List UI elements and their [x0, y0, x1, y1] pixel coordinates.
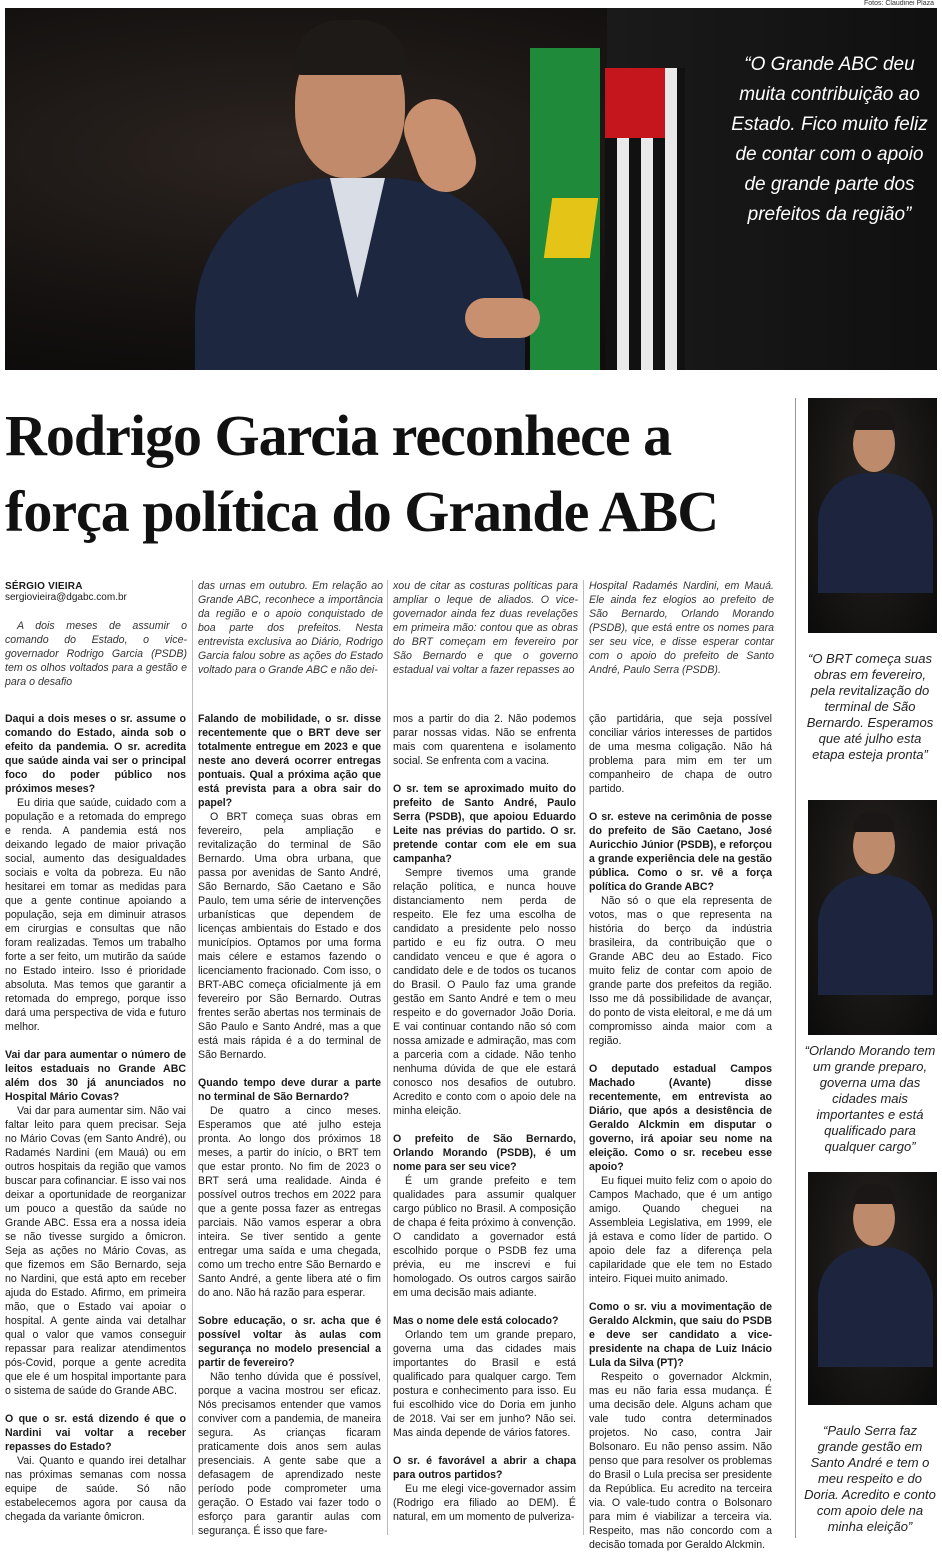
lead-col-3: xou de citar as costuras políticas para ampliar o leque de aliados. O vice-governador ainda fez duas revelações em primeira mão: contou que as obras do BRT começam em fevereiro por São Bernardo e que o governo estadual vai voltar a fazer repasses ao: [393, 580, 578, 676]
interview-answer: Respeito o governador Alckmin, mas eu não faria essa mudança. É uma decisão dele. Alguns acham que vale tudo contra determinados projetos. No caso, contra Jair Bolsonaro. Eu não penso assim. Não penso que para resolver os problemas do Brasil o Lula precisa ser presidente da República. Eu acredito na terceira via. O vale-tudo contra o Bolsonaro para mim é viabilizar a terceira via. Respeito, mas não concordo com a decisão tomada por Geraldo Alckmin.: [589, 1371, 772, 1551]
interview-question: O sr. é favorável a abrir a chapa para outros partidos?: [393, 1455, 576, 1481]
paragraph-spacer: [5, 1034, 186, 1048]
interview-question: O sr. tem se aproximado muito do prefeito de Santo André, Paulo Serra (PSDB), que apoiou Eduardo Leite nas prévias do partido. O sr. pretende contar com ele em sua campanha?: [393, 783, 576, 865]
paragraph-spacer: [393, 1440, 576, 1454]
byline: [5, 581, 127, 603]
sidebar-photo-1: [808, 398, 937, 633]
column-divider: [192, 580, 193, 1535]
paragraph-spacer: [589, 1048, 772, 1062]
paragraph-spacer: [198, 1062, 381, 1076]
interview-answer: Não tenho dúvida que é possível, porque a vacina mostrou ser eficaz. Nós precisamos entender que vamos conviver com a pandemia, de maneira segura. As crianças ficaram praticamente dois anos sem aulas presenciais. A gente sabe que a defasagem de aprendizado neste período pode comprometer uma geração. O Estado vai fazer todo o esforço para garantir aulas com segurança. É isso que fare-: [198, 1371, 381, 1537]
interview-answer: ção partidária, que seja possível conciliar vários interesses de partidos de uma mesma coligação. Não há problema para mim em ter um companheiro de chapa de outro partido.: [589, 713, 772, 795]
paragraph-spacer: [393, 1300, 576, 1314]
brazil-flag-icon: [530, 48, 600, 370]
sidebar-quote-1: “O BRT começa suas obras em fevereiro, pela revitalização do terminal de São Bernardo. Esperamos que até julho esta etapa esteja pronta”: [806, 651, 934, 762]
photo-credit: Fotos: Claudinei Plaza: [863, 0, 934, 7]
hero-person: [195, 8, 525, 370]
sao-paulo-flag-icon: [605, 68, 685, 370]
column-divider: [387, 580, 388, 1535]
byline-author: SÉRGIO VIEIRA: [5, 581, 83, 592]
interview-answer: mos a partir do dia 2. Não podemos parar nossas vidas. Não se enfrenta mais com quarentena e isolamento social. Se enfrenta com a vacina.: [393, 713, 576, 767]
body-column-4: [589, 712, 772, 1552]
body-column-1: [5, 712, 186, 1524]
interview-answer: Eu me elegi vice-governador assim (Rodrigo era filiado ao DEM). É natural, em um momento de pulveriza-: [393, 1483, 576, 1523]
interview-answer: O BRT começa suas obras em fevereiro, pela ampliação e revitalização do terminal de São Bernardo. Uma obra urbana, que passa por avenidas de Santo André, São Bernardo, São Caetano e São Paulo, tem uma série de intervenções urbanísticas que dependem de licenças ambientais do Estado e dos municípios. Optamos por uma forma mais célere e estamos fazendo o licenciamento fracionado. Com isso, o BRT-ABC começa oficialmente já em fevereiro por São Bernardo. Outras frentes serão abertas nos terminais de São Paulo e Santo André, mas a que está mais rápida é a do terminal de São Bernardo.: [198, 811, 381, 1061]
body-column-3: [393, 712, 576, 1524]
headline: Rodrigo Garcia reconhece a força política do Grande ABC: [5, 403, 719, 544]
interview-question: Falando de mobilidade, o sr. disse recentemente que o BRT deve ser totalmente entregue em 2023 e que neste ano deverá ocorrer entregas pontuais. Qual a próxima ação que está prevista para a obra sair do papel?: [198, 713, 381, 809]
paragraph-spacer: [393, 768, 576, 782]
lead-col-4: Hospital Radamés Nardini, em Mauá. Ele ainda fez elogios ao prefeito de São Bernardo, Orlando Morando (PSDB), que está entre os nomes para ser seu vice, e disse esperar contar com o apoio do prefeito de Santo André, Paulo Serra (PSDB).: [589, 580, 774, 676]
paragraph-spacer: [589, 1286, 772, 1300]
sidebar-quote-2: “Orlando Morando tem um grande preparo, governa uma das cidades mais importantes e está qualificado para qualquer cargo”: [804, 1043, 936, 1154]
paragraph-spacer: [589, 796, 772, 810]
column-divider: [583, 580, 584, 1535]
interview-answer: De quatro a cinco meses. Esperamos que até julho esteja pronta. Ao longo dos próximos 18 meses, a partir do início, o BRT tem que estar pronto. No fim de 2023 o BRT será uma realidade. Ainda é possível outros trechos em 2022 para que a gente possa fazer as entregas parciais. Não vamos esperar a obra inteira. Se tiver sentido a gente entregar uma saída e uma chegada, como um trecho entre São Bernardo e Santo André, a gente libera até o fim do ano. Não há razão para esperar.: [198, 1105, 381, 1299]
interview-answer: Eu fiquei muito feliz com o apoio do Campos Machado, que é um antigo amigo. Quando cheguei na Assembleia Legislativa, em 1999, ele já estava e como líder de partido. O apoio dele faz a diferença pela capilaridade que ele tem no Estado inteiro. Fiquei muito animado.: [589, 1175, 772, 1285]
byline-email: sergiovieira@dgabc.com.br: [5, 592, 127, 603]
interview-question: Vai dar para aumentar o número de leitos estaduais no Grande ABC além dos 30 já anunciados no Hospital Mário Covas?: [5, 1049, 186, 1103]
sidebar-quote-3: “Paulo Serra faz grande gestão em Santo André e tem o meu respeito e do Doria. Acredito e conto com apoio dele na minha eleição”: [804, 1423, 936, 1534]
interview-question: O que o sr. está dizendo é que o Nardini vai voltar a receber repasses do Estado?: [5, 1413, 186, 1453]
interview-question: O deputado estadual Campos Machado (Avante) disse recentemente, em entrevista ao Diário, que após a desistência de Geraldo Alckmin em disputar o governo, irá apoiar seu nome na eleição. Como o sr. recebeu esse apoio?: [589, 1063, 772, 1173]
hero-pull-quote: “O Grande ABC deu muita contribuição ao Estado. Fico muito feliz de contar com o apoio de grande parte dos prefeitos da região”: [731, 54, 928, 225]
interview-question: Daqui a dois meses o sr. assume o comando do Estado, ainda sob o efeito da pandemia. O sr. acredita que saúde ainda vai ser o principal foco do poder público nos próximos meses?: [5, 713, 186, 795]
interview-question: Mas o nome dele está colocado?: [393, 1315, 559, 1327]
lead-col-2: das urnas em outubro. Em relação ao Grande ABC, reconhece a importância da região e o apoio conquistado de boa parte dos prefeitos. Nesta entrevista exclusiva ao Diário, Rodrigo Garcia falou sobre as ações do Estado voltado para o Grande ABC e não dei-: [198, 580, 383, 676]
interview-answer: Vai dar para aumentar sim. Não vai faltar leito para quem precisar. Seja no Mário Covas (em Santo André), ou Radamés Nardini (em Mauá) ou em outros hospitais da região que vamos buscar para cofinanciar. E isso vai nos deixar a oportunidade de reorganizar um pouco a questão da saúde no Grande ABC. Essa era a nossa ideia se não tivesse surgido a ômicron. Seja as ações no Mário Covas, as que fizemos em São Bernardo, seja no Nardini, que está apto em receber ajuda do Estado. Afirmo, em primeira mão, que o Estado vai apoiar o hospital. A gente ainda vai detalhar qual o valor que vamos conseguir repassar para realizar atendimentos pós-Covid, porque a gente acredita que ele é um hospital importante para o sistema de saúde do Grande ABC.: [5, 1105, 186, 1397]
interview-answer: É um grande prefeito e tem qualidades para assumir qualquer cargo público no Brasil. A composição de chapa é feita próximo à convenção. O candidato a governador está escolhido porque o PSDB fez uma prévia, eu me inscrevi e fui homologado. Os outros cargos sairão em uma decisão mais adiante.: [393, 1175, 576, 1299]
paragraph-spacer: [393, 1118, 576, 1132]
interview-answer: Não só o que ela representa de votos, mas o que representa na história do berço da indústria brasileira, da contribuição que o Grande ABC deu ao Estado. Fico muito feliz de contar com apoio de grande parte dos prefeitos da região. Isso me dá possibilidade de avançar, do ponto de vista eleitoral, e me dá um compromisso ainda maior com a região.: [589, 895, 772, 1047]
interview-question: O sr. esteve na cerimônia de posse do prefeito de São Caetano, José Auricchio Júnior (PSDB), e reforçou a grande experiência dele na gestão pública. Como o sr. vê a força política do Grande ABC?: [589, 811, 772, 893]
interview-answer: Vai. Quanto e quando irei detalhar nas próximas semanas com nossa equipe de saúde. Só não estabelecemos agora por causa da chegada da variante ômicron.: [5, 1455, 186, 1523]
interview-question: Como o sr. viu a movimentação de Geraldo Alckmin, que saiu do PSDB e deve ser candidato a vice-presidente na chapa de Luiz Inácio Lula da Silva (PT)?: [589, 1301, 772, 1369]
body-column-2: [198, 712, 381, 1538]
interview-question: O prefeito de São Bernardo, Orlando Morando (PSDB), é um nome para ser seu vice?: [393, 1133, 576, 1173]
interview-question: Sobre educação, o sr. acha que é possível voltar às aulas com segurança no modelo presencial a partir de fevereiro?: [198, 1315, 381, 1369]
paragraph-spacer: [198, 1300, 381, 1314]
interview-answer: Eu diria que saúde, cuidado com a população e a retomada do emprego e renda. A pandemia está nos deixando legado de maior privação social, aumento das desigualdades sociais e volta da pobreza. Eu não hesitarei em tomar as medidas para que a gente continue apoiando a população, seja em diminuir atrasos em cirurgias e consultas que não foram realizadas. Temos um trabalho forte a ser feito, um mutirão da saúde no Estado inteiro. Isso é prioridade absoluta. Mas temos que garantir a retomada do emprego, porque isso dará uma perspectiva de vida e futuro melhor.: [5, 797, 186, 1033]
lead-col-1: A dois meses de assumir o comando do Estado, o vice-governador Rodrigo Garcia (PSDB) tem os olhos voltados para a gestão e para o desafio: [5, 620, 187, 688]
interview-question: Quando tempo deve durar a parte no terminal de São Bernardo?: [198, 1077, 381, 1103]
sidebar-photo-3: [808, 1172, 937, 1405]
hero-photo: [5, 8, 937, 370]
interview-answer: Orlando tem um grande preparo, governa uma das cidades mais importantes do Brasil e está qualificado para qualquer cargo. Tem postura e conhecimento para isso. Eu fui escolhido vice do Doria em junho de 2018. Vai ser em junho? Não sei. Mas ainda depende de vários fatores.: [393, 1329, 576, 1439]
paragraph-spacer: [5, 1398, 186, 1412]
sidebar-photo-2: [808, 800, 937, 1035]
interview-answer: Sempre tivemos uma grande relação política, e nunca houve distanciamento nem perda de respeito. Ele fez uma escolha de candidato a presidente pelo nosso partido e eu fiz outra. O meu candidato venceu e que é agora o candidato dele e de todos os tucanos do Brasil. O Paulo faz uma grande gestão em Santo André e tem o meu respeito e do governador João Doria. E vai continuar contando não só com nossa amizade e admiração, mas com a parceria com a cidade. Não tenho nenhuma dúvida de que ele estará conosco nos desafios de outubro. Acredito e conto com o apoio dele na minha eleição.: [393, 867, 576, 1117]
